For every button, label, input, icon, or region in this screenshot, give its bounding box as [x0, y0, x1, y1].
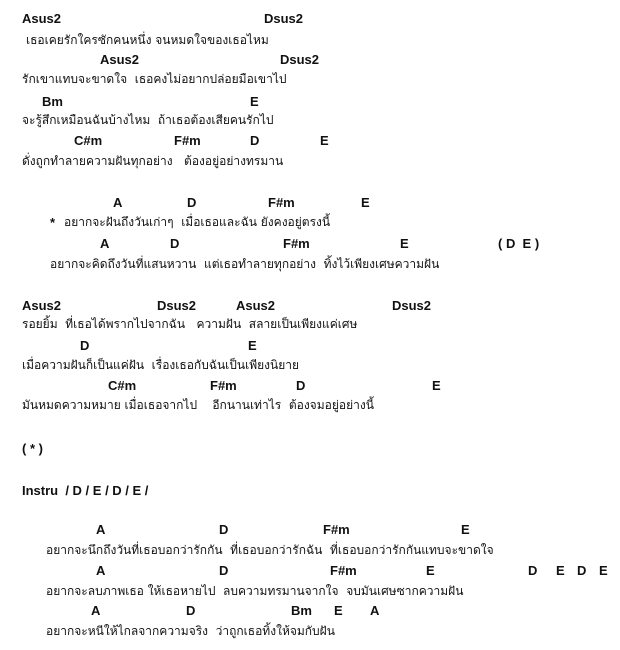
repeat-chorus-marker: ( * ) [22, 441, 43, 456]
chord-e: E [361, 195, 370, 210]
chord-e: E [334, 603, 343, 618]
chord-d: D [186, 603, 196, 618]
chord-d: D [170, 236, 180, 251]
chord-asus2: Asus2 [236, 298, 276, 313]
chord-asus2: Asus2 [22, 11, 62, 26]
chord-e: E [320, 133, 329, 148]
chord-e: E [400, 236, 409, 251]
lyric-line: อยากจะคิดถึงวันที่แสนหวาน แต่เธอทำลายทุกอย่าง ทิ้งไว้เพียงเศษความฝัน [50, 257, 440, 271]
chord-fsharpm: F#m [210, 378, 237, 393]
chord-a: A [96, 563, 106, 578]
chord-d: D [219, 522, 229, 537]
lyric-line: อยากจะลบภาพเธอ ให้เธอหายไป ลบความทรมานจากใจ จบมันเศษซากความฝัน [46, 584, 464, 598]
chord-dsus2: Dsus2 [157, 298, 197, 313]
chord-d: D [250, 133, 260, 148]
chord-fsharpm: F#m [323, 522, 350, 537]
chord-dsus2: Dsus2 [280, 52, 320, 67]
chord-e: E [556, 563, 565, 578]
chord-e: E [250, 94, 259, 109]
lyric-line: อยากจะนึกถึงวันที่เธอบอกว่ารักกัน ที่เธอบอกว่ารักฉัน ที่เธอบอกว่ารักกันแทบจะขาดใจ [46, 543, 494, 557]
chord-d: D [80, 338, 90, 353]
lyric-line: อยากจะหนีให้ไกลจากความจริง ว่าถูกเธอทิ้งให้จมกับฝัน [46, 624, 335, 638]
chord-d: D [528, 563, 538, 578]
chord-a: A [91, 603, 101, 618]
chord-fsharpm: F#m [330, 563, 357, 578]
lyric-line: รอยยิ้ม ที่เธอได้พรากไปจากฉัน ความฝัน สลายเป็นเพียงแค่เศษ [22, 317, 358, 331]
chord-a: A [370, 603, 380, 618]
chord-csharpm: C#m [74, 133, 103, 148]
lyric-line: จะรู้สึกเหมือนฉันบ้างไหม ถ้าเธอต้องเสียคนรักไป [22, 113, 274, 127]
chord-e: E [248, 338, 257, 353]
chord-asus2: Asus2 [100, 52, 140, 67]
chord-e: E [599, 563, 608, 578]
chord-d: D [219, 563, 229, 578]
chord-fsharpm: F#m [174, 133, 201, 148]
chord-e: E [461, 522, 470, 537]
chord-d: D [187, 195, 197, 210]
chord-e: E [432, 378, 441, 393]
chord-a: A [100, 236, 110, 251]
chord-bm: Bm [42, 94, 63, 109]
lyric-line: มันหมดความหมาย เมื่อเธอจากไป อีกนานเท่าไร ต้องจมอยู่อย่างนี้ [22, 398, 374, 412]
lyric-line: เธอเคยรักใครซักคนหนึ่ง จนหมดใจของเธอไหม [26, 33, 269, 47]
chord-fsharpm: F#m [268, 195, 295, 210]
chord-bm: Bm [291, 603, 312, 618]
chord-csharpm: C#m [108, 378, 137, 393]
chord-e: E [426, 563, 435, 578]
chord-asus2: Asus2 [22, 298, 62, 313]
chord-a: A [96, 522, 106, 537]
lyric-line: ดั่งถูกทำลายความฝันทุกอย่าง ต้องอยู่อย่างทรมาน [22, 154, 284, 168]
chord-d-e-group: ( D E ) [498, 236, 540, 251]
lyric-line: รักเขาแทบจะขาดใจ เธอคงไม่อยากปล่อยมือเขาไป [22, 72, 287, 86]
lyric-line: เมื่อความฝันก็เป็นแค่ฝัน เรื่องเธอกับฉันเป็นเพียงนิยาย [22, 358, 300, 372]
chord-a: A [113, 195, 123, 210]
chord-fsharpm: F#m [283, 236, 310, 251]
chord-dsus2: Dsus2 [392, 298, 432, 313]
chorus-star-marker: * [50, 215, 56, 230]
lyric-line: อยากจะฝันถึงวันเก่าๆ เมื่อเธอและฉัน ยังคงอยู่ตรงนี้ [64, 215, 331, 229]
chord-d: D [577, 563, 587, 578]
instrumental-line: Instru / D / E / D / E / [22, 483, 149, 498]
chord-dsus2: Dsus2 [264, 11, 304, 26]
chord-d: D [296, 378, 306, 393]
